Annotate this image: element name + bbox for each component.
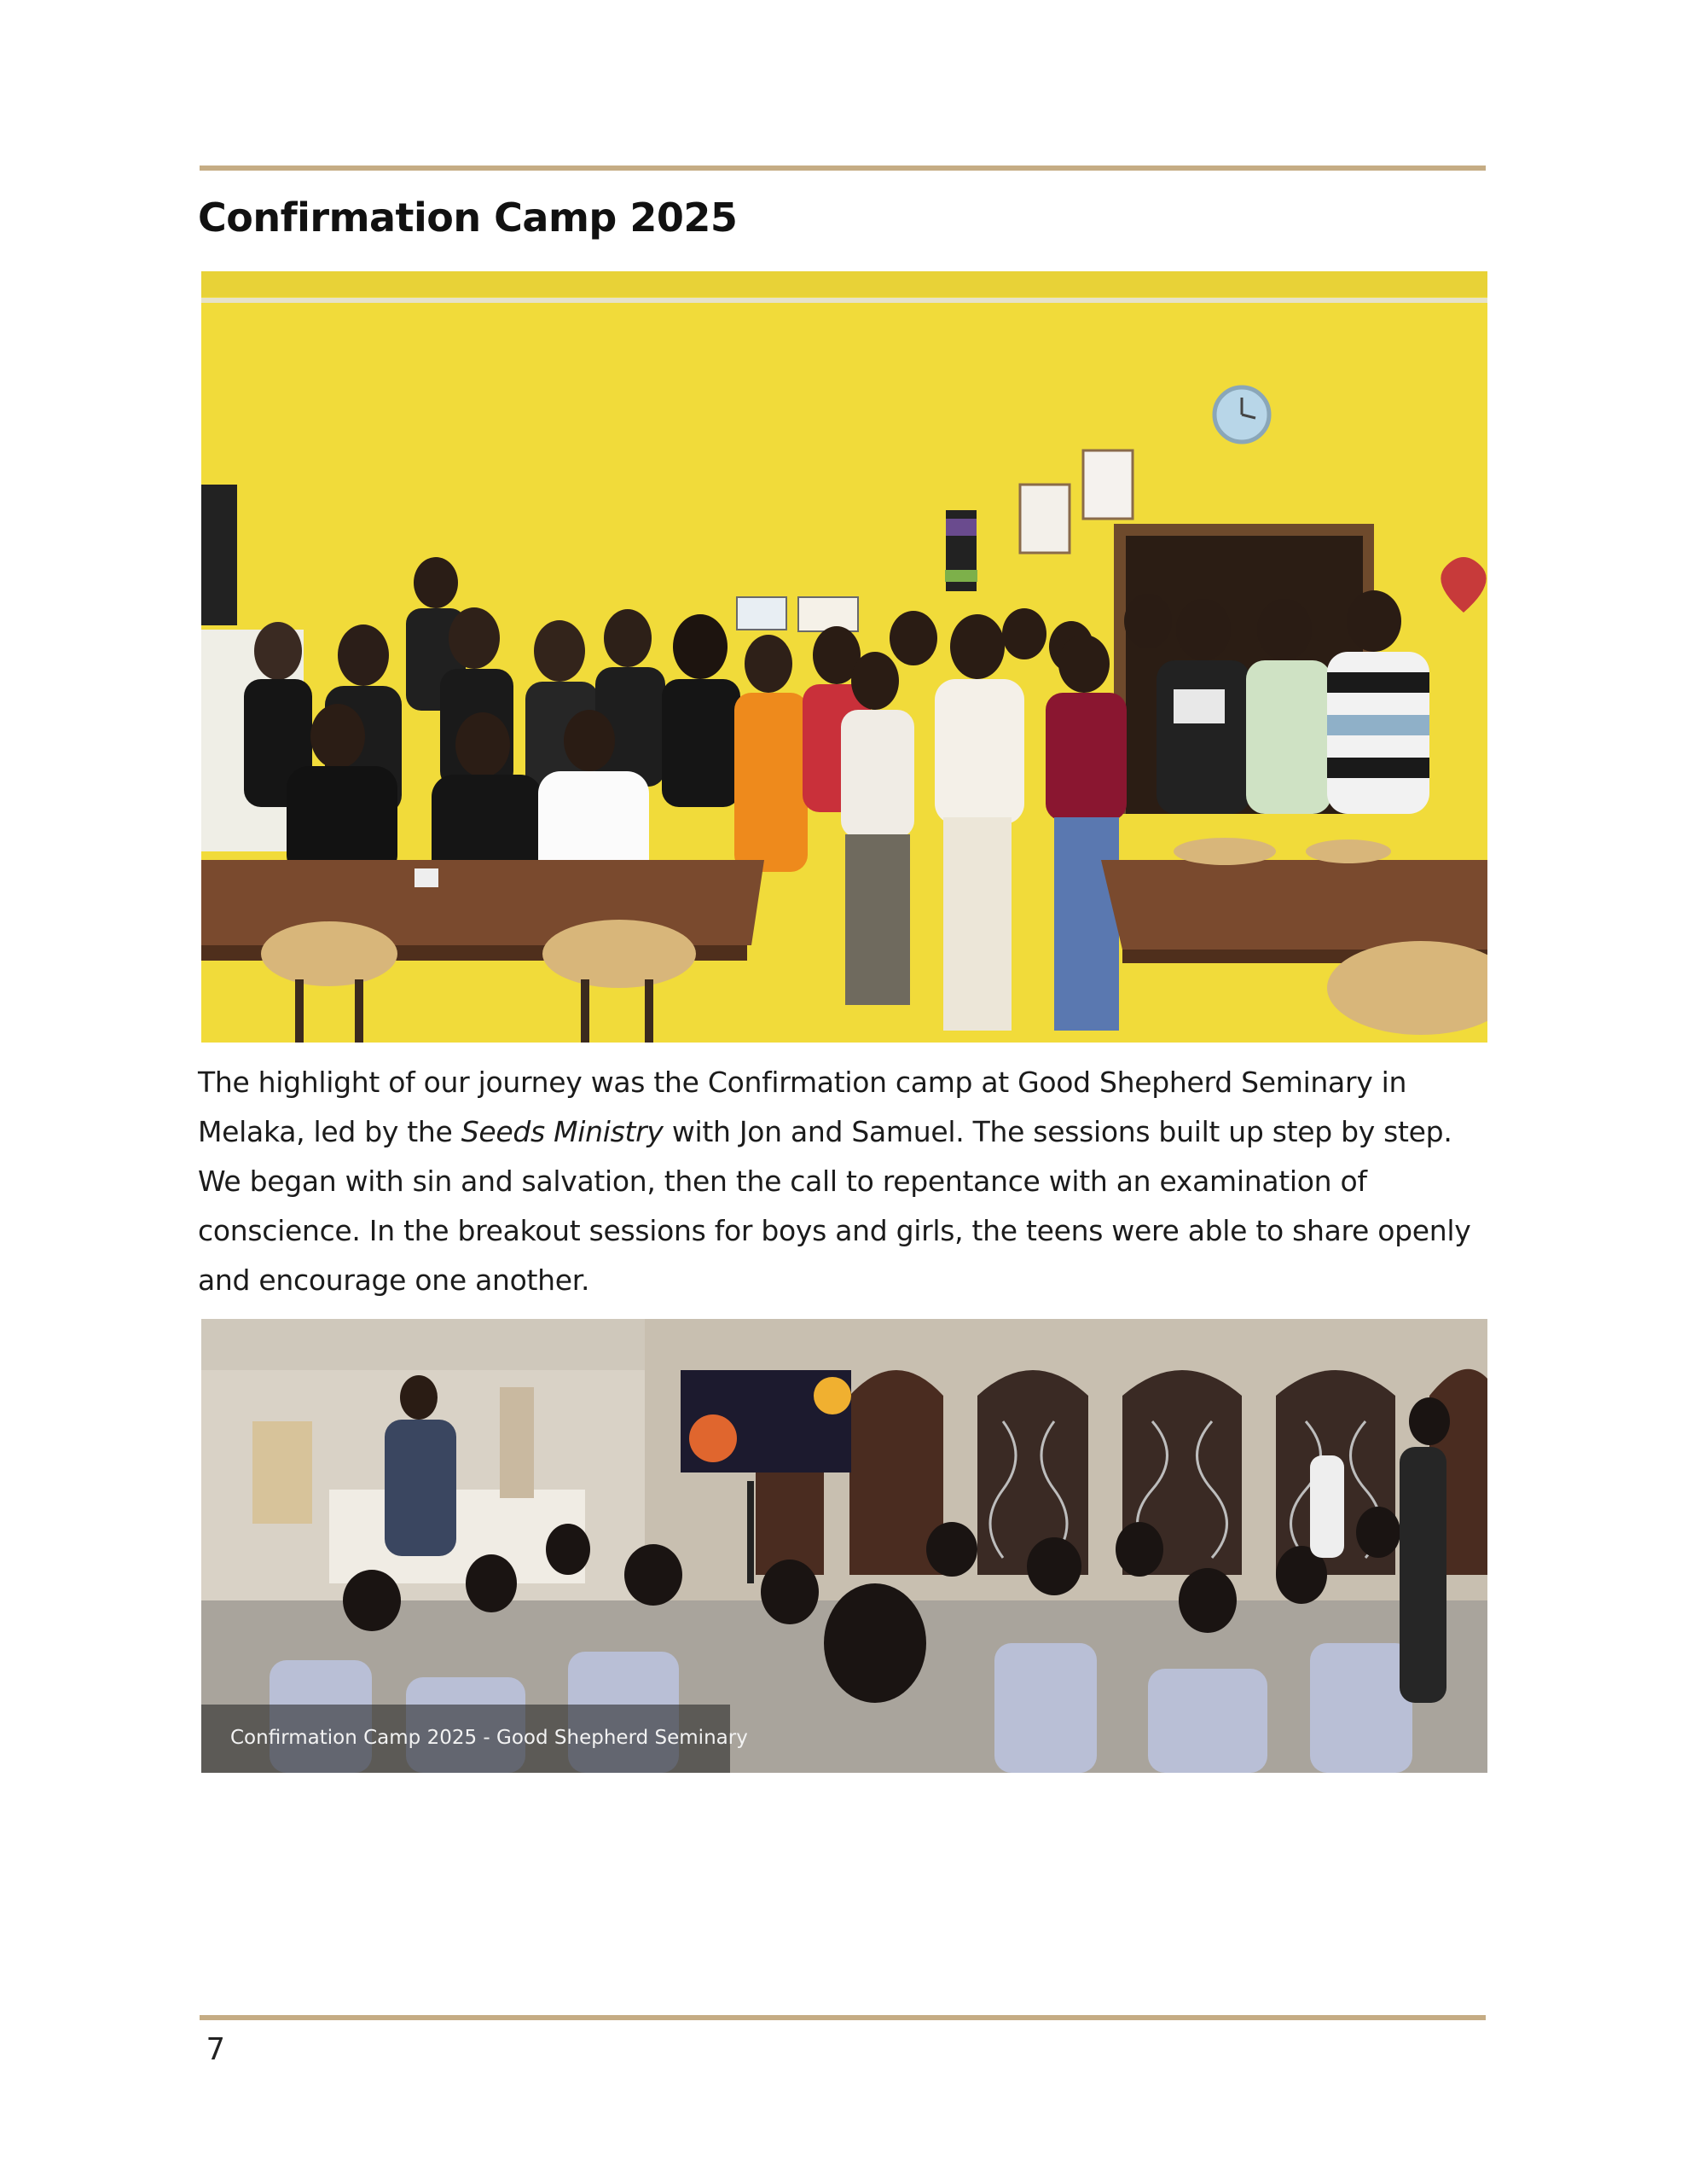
body-text-end: with Jon and Samuel. The sessions built up step by step. We began with sin and salvation, then the call to repentance with an examination of conscience. In the breakout sessions for boys and girls, the teens were able to share openly and encourage one another.	[198, 1115, 1471, 1297]
group-photo	[201, 271, 1487, 1043]
page-number: 7	[206, 2032, 225, 2067]
bottom-divider	[200, 2015, 1486, 2020]
body-text-start: The highlight of our journey was the Confirmation camp at Good Shepherd Seminary in Melaka, led by the	[198, 1066, 1407, 1148]
body-paragraph	[198, 1058, 1494, 1305]
group-photo-illustration	[201, 271, 1487, 1043]
seeds-ministry-emphasis: Seeds Ministry	[461, 1115, 664, 1148]
photo-caption: Confirmation Camp 2025 - Good Shepherd Seminary	[230, 1727, 748, 1749]
top-divider	[200, 166, 1486, 171]
page-title: Confirmation Camp 2025	[198, 195, 738, 241]
